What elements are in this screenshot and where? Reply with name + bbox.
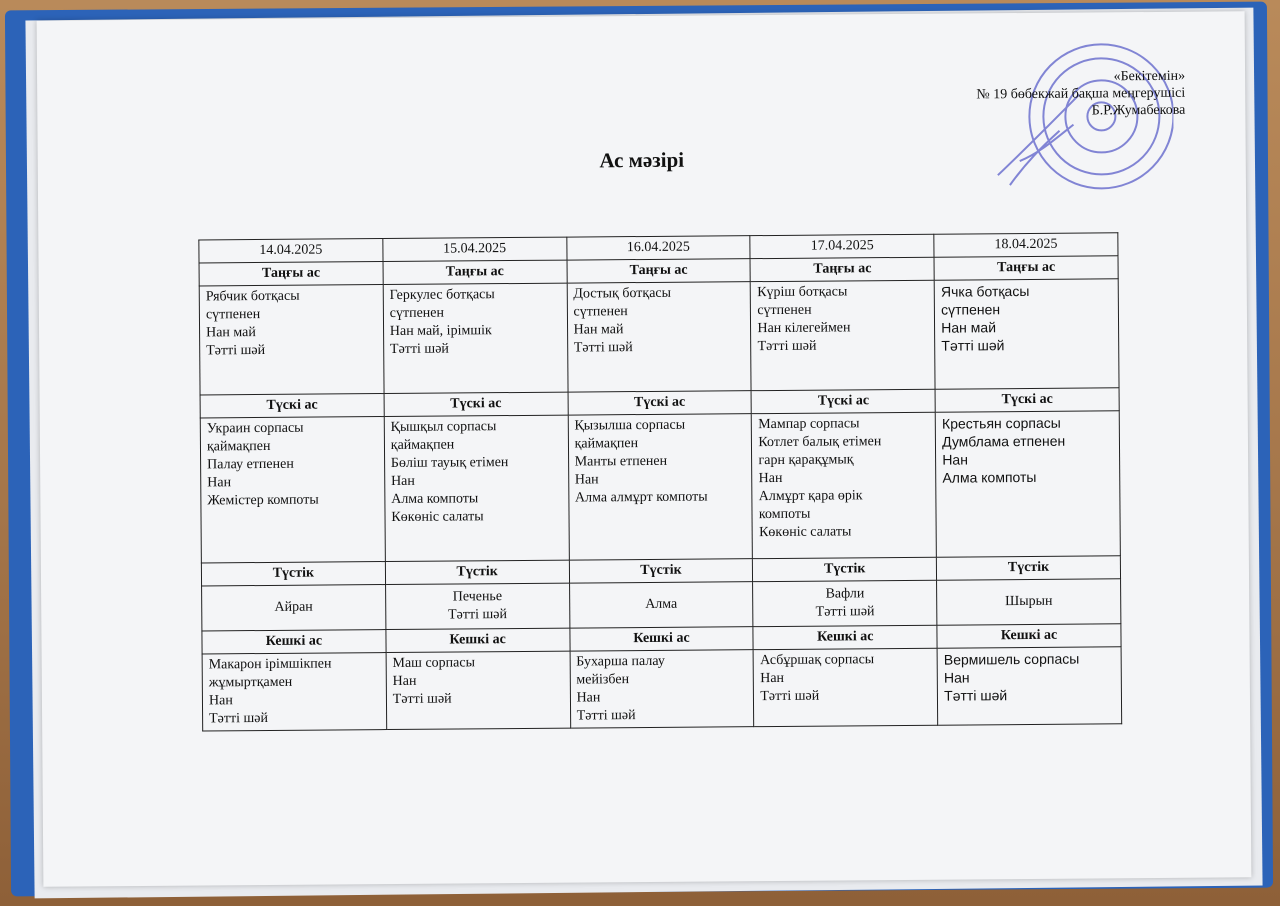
dish-line: Көкөніс салаты xyxy=(391,509,484,525)
dish-line: Тәтті шәй xyxy=(944,687,1008,704)
menu-cell xyxy=(752,412,937,558)
dish-line: Украин сорпасы xyxy=(206,420,304,437)
dish-line: Алма алмұрт компоты xyxy=(574,489,708,506)
meal-label-cell: Түстік xyxy=(385,560,569,584)
approval-line-2: № 19 бөбекжай бақша меңгерушісі xyxy=(976,85,1186,103)
meal-items-row xyxy=(202,579,1121,631)
meal-label-cell: Кешкі ас xyxy=(937,624,1121,648)
meal-label-cell: Кешкі ас xyxy=(202,630,386,654)
dish-line: Асбұршақ сорпасы xyxy=(759,652,875,669)
meal-label-cell: Кешкі ас xyxy=(569,627,753,651)
dish-line: Нан xyxy=(207,475,232,491)
menu-cell xyxy=(386,651,570,729)
meal-label-cell: Түстік xyxy=(937,556,1121,580)
dish-line: Шырын xyxy=(1005,593,1053,610)
meal-items-row xyxy=(199,279,1119,395)
meal-label-cell: Таңғы ас xyxy=(199,262,383,286)
meal-label-cell: Таңғы ас xyxy=(567,259,751,283)
dish-line: сүтпенен xyxy=(941,301,1001,318)
dish-line: Геркулес ботқасы xyxy=(389,287,495,303)
meal-label-cell: Кешкі ас xyxy=(753,625,937,649)
dish-line: Думблама етпенен xyxy=(942,432,1066,450)
dish-line: Алма компоты xyxy=(391,491,479,507)
dish-line: Тәтті шәй xyxy=(757,338,817,355)
dish-line: Бөліш тауық етімен xyxy=(390,455,509,471)
dish-line: Вермишель сорпасы xyxy=(943,650,1080,668)
dish-line: Нан xyxy=(392,673,417,689)
menu-table xyxy=(198,232,1122,731)
dish-line: Маш сорпасы xyxy=(392,655,476,671)
date-cell: 18.04.2025 xyxy=(934,233,1118,257)
meal-label-cell: Таңғы ас xyxy=(934,256,1118,280)
meal-label-cell: Кешкі ас xyxy=(386,628,570,652)
dish-line: Тәтті шәй xyxy=(206,342,266,359)
menu-cell xyxy=(569,582,753,628)
dish-line: Тәтті шәй xyxy=(389,341,449,357)
dish-line: Нан xyxy=(576,690,601,706)
meal-label-cell: Түстік xyxy=(753,557,937,581)
menu-cell xyxy=(570,650,754,728)
menu-document-sheet xyxy=(37,11,1252,886)
menu-cell xyxy=(202,653,386,731)
dish-line: сүтпенен xyxy=(573,304,628,320)
meal-items-row xyxy=(200,411,1120,563)
dish-line: сүтпенен xyxy=(389,305,445,321)
menu-cell xyxy=(200,417,385,563)
date-cell: 15.04.2025 xyxy=(383,237,567,261)
dish-line: Нан май xyxy=(941,319,997,336)
dish-line: сүтпенен xyxy=(757,302,812,319)
meal-label-cell: Түскі ас xyxy=(568,391,752,415)
menu-cell xyxy=(937,647,1121,725)
dish-line: Тәтті шәй xyxy=(447,607,507,623)
dish-line: Қызылша сорпасы xyxy=(574,417,686,434)
dish-line: Тәтті шәй xyxy=(209,710,269,727)
menu-cell xyxy=(567,282,752,392)
menu-cell xyxy=(384,415,569,561)
dish-line: Вафли xyxy=(825,586,865,602)
dish-line: Макарон ірімшікпен xyxy=(208,656,332,673)
dish-line: Нан xyxy=(943,669,970,686)
dish-line: компоты xyxy=(758,506,811,523)
dish-line: Нан май xyxy=(573,322,624,338)
dish-line: Печенье xyxy=(452,589,503,605)
dish-line: Рябчик ботқасы xyxy=(205,288,300,305)
page-title: Ас мәзірі xyxy=(599,147,685,173)
menu-cell xyxy=(383,283,568,393)
dish-line: қаймақпен xyxy=(390,437,455,453)
meal-label-cell: Түскі ас xyxy=(751,389,935,413)
dish-line: Тәтті шәй xyxy=(760,688,820,705)
dish-line: Тәтті шәй xyxy=(941,337,1005,354)
dish-line: Нан xyxy=(760,670,785,687)
dish-line: Айран xyxy=(274,599,313,615)
meal-label-cell: Таңғы ас xyxy=(750,257,934,281)
menu-cell xyxy=(385,583,569,629)
meal-label-cell: Түскі ас xyxy=(935,388,1119,412)
approval-line-1: «Бекітемін» xyxy=(1113,68,1186,85)
dish-line: Алма xyxy=(645,596,678,612)
dish-line: Манты етпенен xyxy=(574,453,668,470)
meal-label-cell: Таңғы ас xyxy=(383,260,567,284)
approval-block xyxy=(976,68,1185,121)
menu-cell xyxy=(937,579,1121,625)
dish-line: Нан xyxy=(208,693,233,709)
menu-cell xyxy=(568,414,753,560)
approval-line-3: Б.Р.Жумабекова xyxy=(1091,102,1186,119)
meal-label-cell: Түстік xyxy=(569,559,753,583)
dish-line: қаймақпен xyxy=(574,436,639,452)
meal-label-cell: Түскі ас xyxy=(384,392,568,416)
dish-line: Нан xyxy=(574,472,599,488)
dish-line: Жемістер компоты xyxy=(207,492,319,509)
menu-cell xyxy=(753,580,937,626)
dish-line: Нан xyxy=(758,470,783,487)
menu-cell xyxy=(934,279,1119,389)
menu-cell xyxy=(751,280,936,390)
dish-line: Алмұрт қара өрік xyxy=(758,488,863,505)
date-cell: 16.04.2025 xyxy=(566,236,750,260)
dish-line: сүтпенен xyxy=(205,307,261,323)
dish-line: Тәтті шәй xyxy=(576,708,636,724)
meal-label-cell: Түскі ас xyxy=(200,394,384,418)
meal-items-row xyxy=(202,647,1122,731)
dish-line: гарн қарақұмық xyxy=(758,452,854,469)
dish-line: Крестьян сорпасы xyxy=(941,414,1061,432)
dish-line: Тәтті шәй xyxy=(392,691,452,707)
dish-line: жұмыртқамен xyxy=(208,674,293,691)
dish-line: Көкөніс салаты xyxy=(758,524,852,541)
dish-line: Нан кілегеймен xyxy=(757,320,851,337)
menu-cell xyxy=(753,648,937,726)
dish-line: Тәтті шәй xyxy=(573,340,633,356)
dish-line: Алма компоты xyxy=(942,468,1037,486)
dish-line: Нан май xyxy=(206,325,256,341)
menu-cell xyxy=(935,411,1120,557)
menu-cell xyxy=(199,285,384,395)
meal-label-cell: Түстік xyxy=(201,562,385,586)
dish-line: мейізбен xyxy=(576,672,630,688)
dish-line: Палау етпенен xyxy=(207,456,294,473)
dish-line: Котлет балық етімен xyxy=(758,434,882,451)
dish-line: Достық ботқасы xyxy=(573,285,672,302)
dish-line: Қышқыл сорпасы xyxy=(390,419,497,435)
dish-line: Нан май, ірімшік xyxy=(389,323,492,339)
dish-line: Нан xyxy=(942,451,968,468)
dish-line: қаймақпен xyxy=(206,438,271,455)
dish-line: Ячка ботқасы xyxy=(940,282,1030,300)
dish-line: Тәтті шәй xyxy=(815,604,875,620)
dish-line: Бухарша палау xyxy=(576,653,665,670)
dish-line: Күріш ботқасы xyxy=(757,284,848,301)
date-cell: 17.04.2025 xyxy=(750,234,934,258)
dish-line: Мампар сорпасы xyxy=(758,416,860,433)
dish-line: Нан xyxy=(390,473,415,489)
menu-cell xyxy=(202,585,386,631)
date-cell: 14.04.2025 xyxy=(199,239,383,263)
